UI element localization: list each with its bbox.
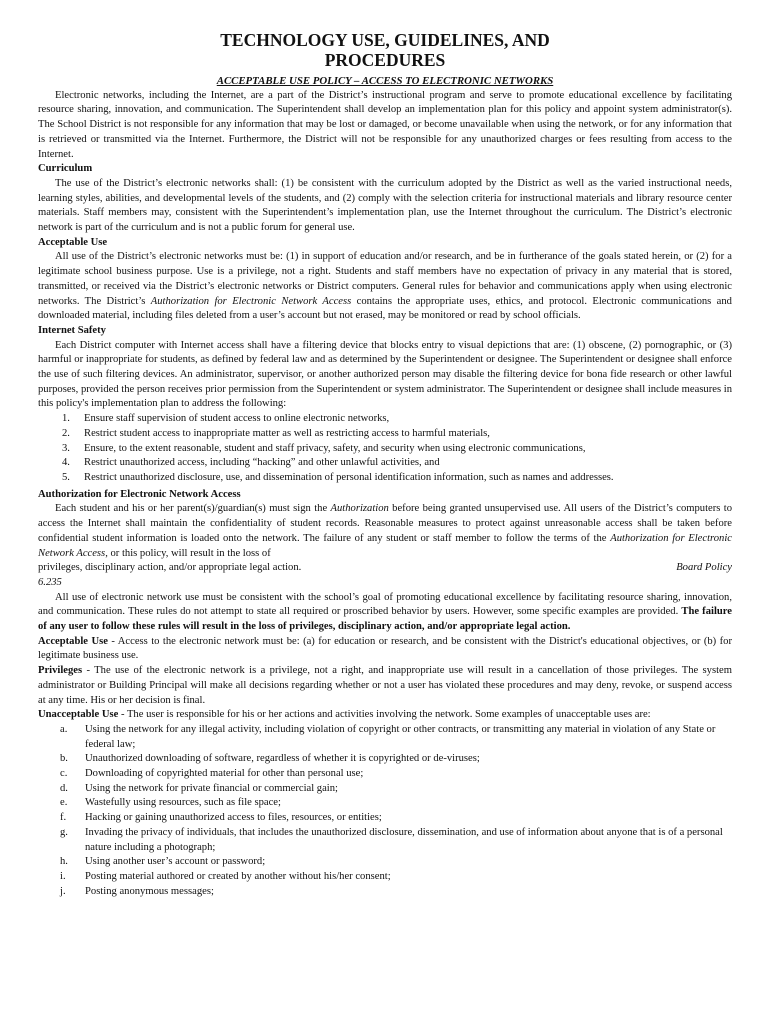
list-item-text: Posting material authored or created by another without his/her consent; bbox=[85, 870, 391, 882]
list-item-text: Wastefully using resources, such as file space; bbox=[85, 797, 281, 809]
authorization-heading: Authorization for Electronic Network Access bbox=[38, 488, 241, 500]
policy-subtitle: ACCEPTABLE USE POLICY – ACCESS TO ELECTRONIC NETWORKS bbox=[216, 75, 554, 87]
guidelines-warning: The failure of any user to follow these rules will result in the loss of privileges, disciplinary action, and/or appropriate legal action. bbox=[38, 606, 732, 633]
acceptable-use-text-b: contains the appropriate uses, ethics, and protocol. Electronic communications and downloaded material, including files deleted from a user’s account but not erased, may be monitored or read by school officials. bbox=[38, 295, 732, 322]
list-item-text: Restrict student access to inappropriate matter as well as restricting access to harmful materials, bbox=[84, 427, 490, 439]
authorization-paragraph bbox=[38, 502, 732, 561]
authorization-text-3: , or this policy, will result in the loss of bbox=[105, 547, 271, 559]
title-line-1: TECHNOLOGY USE, GUIDELINES, AND bbox=[220, 30, 550, 50]
curriculum-heading: Curriculum bbox=[38, 163, 93, 175]
list-item-letter: f. bbox=[60, 812, 67, 824]
list-item-letter: j. bbox=[60, 885, 66, 897]
acceptable-use-heading: Acceptable Use bbox=[38, 236, 108, 248]
title-line-2: PROCEDURES bbox=[324, 50, 446, 70]
board-policy-label: Board Policy bbox=[676, 562, 732, 574]
acceptable-use-2-label: Acceptable Use bbox=[38, 635, 108, 647]
curriculum-paragraph: The use of the District’s electronic networks shall: (1) be consistent with the curriculum adopted by the District as well as the varied instructional needs, learning styles, abilities, and developmental levels of the students, and (2) comply with the selection criteria for instructional materials and library resource center materials. Staff members may, consistent with the Superintendent’s implementation plan, use the Internet throughout the curriculum. The District’s electronic network is part of the curriculum and is not a public forum for general use. bbox=[38, 177, 732, 234]
list-item-letter: b. bbox=[60, 753, 68, 765]
list-item-text: Posting anonymous messages; bbox=[85, 885, 214, 897]
unacceptable-use-text: - The user is responsible for his or her actions and activities involving the network. Some examples of unacceptable uses are: bbox=[118, 709, 651, 721]
privileges-text: - The use of the electronic network is a privilege, not a right, and inappropriate use will result in a cancellation of those privileges. The system administrator or Building Principal will make all decisions regarding whether or not a user has violated these procedures and may deny, revoke, or suspend access at any time. His or her decision is final. bbox=[38, 665, 732, 706]
privileges-label: Privileges bbox=[38, 665, 83, 677]
list-item-text: Unauthorized downloading of software, regardless of whether it is copyrighted or de-viruses; bbox=[85, 753, 480, 765]
list-item bbox=[38, 870, 732, 885]
list-item-text: Using the network for any illegal activity, including violation of copyright or other contracts, or transmitting any material in violation of any State or federal law; bbox=[85, 723, 716, 750]
list-item bbox=[38, 723, 732, 752]
list-item-letter: g. bbox=[60, 826, 68, 838]
list-item bbox=[38, 796, 732, 811]
list-item bbox=[38, 782, 732, 797]
list-item bbox=[38, 855, 732, 870]
list-item-text: Using another user’s account or password; bbox=[85, 856, 266, 868]
privileges-paragraph bbox=[38, 664, 732, 708]
list-item bbox=[38, 471, 732, 486]
list-item bbox=[38, 427, 732, 442]
unacceptable-use-list bbox=[38, 723, 732, 899]
document-title bbox=[38, 30, 732, 70]
acceptable-use-paragraph bbox=[38, 250, 732, 324]
list-item-number: 5. bbox=[62, 471, 70, 483]
list-item-text: Downloading of copyrighted material for other than personal use; bbox=[85, 768, 364, 780]
list-item bbox=[38, 442, 732, 457]
acceptable-use-2-text: - Access to the electronic network must be: (a) for education or research, and be consistent with the District's educational objectives, or (b) for legitimate business use. bbox=[38, 635, 732, 662]
acceptable-use-2-paragraph bbox=[38, 635, 732, 664]
list-item bbox=[38, 885, 732, 900]
authorization-text-2: before being granted unsupervised use. All users of the District’s computers to access the Internet shall maintain the confidentiality of student records. Reasonable measures to protect against unreasonable access shall be taken before confidential student information is loaded onto the network. The failure of any student or staff member to follow the terms of the bbox=[38, 503, 732, 544]
list-item-text: Ensure staff supervision of student access to online electronic networks, bbox=[84, 413, 390, 425]
list-item-number: 3. bbox=[62, 442, 70, 454]
list-item-letter: h. bbox=[60, 856, 68, 868]
list-item-text: Invading the privacy of individuals, that includes the unauthorized disclosure, dissemination, and use of information about anyone that is of a personal nature including a photograph; bbox=[85, 826, 723, 853]
guidelines-text: All use of electronic network use must be consistent with the school’s goal of promoting educational excellence by facilitating resource sharing, innovation, and communication. These rules do not attempt to state all required or proscribed behavior by users. However, some specific examples are provided. bbox=[38, 591, 732, 618]
list-item-text: Ensure, to the extent reasonable, student and staff privacy, safety, and security when using electronic communications, bbox=[84, 442, 586, 454]
board-policy-row bbox=[38, 561, 732, 576]
list-item bbox=[38, 811, 732, 826]
list-item-number: 2. bbox=[62, 427, 70, 439]
unacceptable-use-label: Unacceptable Use bbox=[38, 709, 119, 721]
intro-paragraph: Electronic networks, including the Internet, are a part of the District’s instructional program and serve to promote educational excellence by facilitating resource sharing, innovation, and communication. The Superintendent shall develop an implementation plan for this policy and appoint system administrator(s). The School District is not responsible for any information that may be lost or damaged, or become unavailable when using the network, or for any information that is retrieved or transmitted via the Internet. Furthermore, the District will not be responsible for any unauthorized charges or fees resulting from access to the Internet. bbox=[38, 89, 732, 160]
guidelines-paragraph bbox=[38, 591, 732, 635]
list-item-letter: c. bbox=[60, 768, 68, 780]
list-item-letter: a. bbox=[60, 723, 68, 735]
internet-safety-list bbox=[38, 412, 732, 486]
internet-safety-heading: Internet Safety bbox=[38, 324, 106, 336]
acceptable-use-text-a: All use of the District’s electronic networks must be: (1) in support of education and/or research, and be in furtherance of the goals stated herein, or (2) for a legitimate school business purpose. Use is a privilege, not a right. Students and staff members have no expectation of privacy in any material that is stored, transmitted, or received via the District’s electronic networks or District computers. General rules for behavior and communications apply when using electronic networks. The District’s bbox=[38, 251, 732, 307]
list-item-number: 4. bbox=[62, 457, 70, 469]
list-item bbox=[38, 456, 732, 471]
list-item-text: Hacking or gaining unauthorized access to files, resources, or entities; bbox=[85, 812, 382, 824]
authorization-last-line: privileges, disciplinary action, and/or appropriate legal action. bbox=[38, 562, 302, 574]
list-item-text: Using the network for private financial or commercial gain; bbox=[85, 782, 338, 794]
list-item-letter: e. bbox=[60, 797, 68, 809]
list-item-number: 1. bbox=[62, 413, 70, 425]
authorization-doc-title-2: Authorization for Electronic Network Access bbox=[38, 532, 733, 559]
internet-safety-paragraph: Each District computer with Internet access shall have a filtering device that blocks entry to visual depictions that are: (1) obscene, (2) pornographic, or (3) harmful or inappropriate for students, as defined by federal law and as determined by the Superintendent or designee. The Superintendent or designee shall enforce the use of such filtering devices. An administrator, supervisor, or another authorized person may disable the filtering device for bona fide research or other lawful purposes, provided the person receives prior permission from the Superintendent or system administrator. The Superintendent or designee shall include measures in this policy's implementation plan to address the following: bbox=[38, 339, 732, 410]
list-item bbox=[38, 412, 732, 427]
unacceptable-use-paragraph bbox=[38, 708, 732, 723]
list-item bbox=[38, 752, 732, 767]
authorization-term: Authorization bbox=[330, 503, 389, 515]
list-item bbox=[38, 767, 732, 782]
authorization-text-1: Each student and his or her parent(s)/guardian(s) must sign the bbox=[55, 503, 331, 515]
list-item-letter: i. bbox=[60, 870, 66, 882]
list-item-text: Restrict unauthorized access, including “hacking” and other unlawful activities, and bbox=[84, 457, 440, 469]
list-item-text: Restrict unauthorized disclosure, use, and dissemination of personal identification information, such as names and addresses. bbox=[84, 471, 614, 483]
list-item-letter: d. bbox=[60, 782, 68, 794]
policy-number: 6.235 bbox=[38, 576, 62, 588]
list-item bbox=[38, 826, 732, 855]
authorization-doc-title: Authorization for Electronic Network Access bbox=[150, 295, 352, 307]
